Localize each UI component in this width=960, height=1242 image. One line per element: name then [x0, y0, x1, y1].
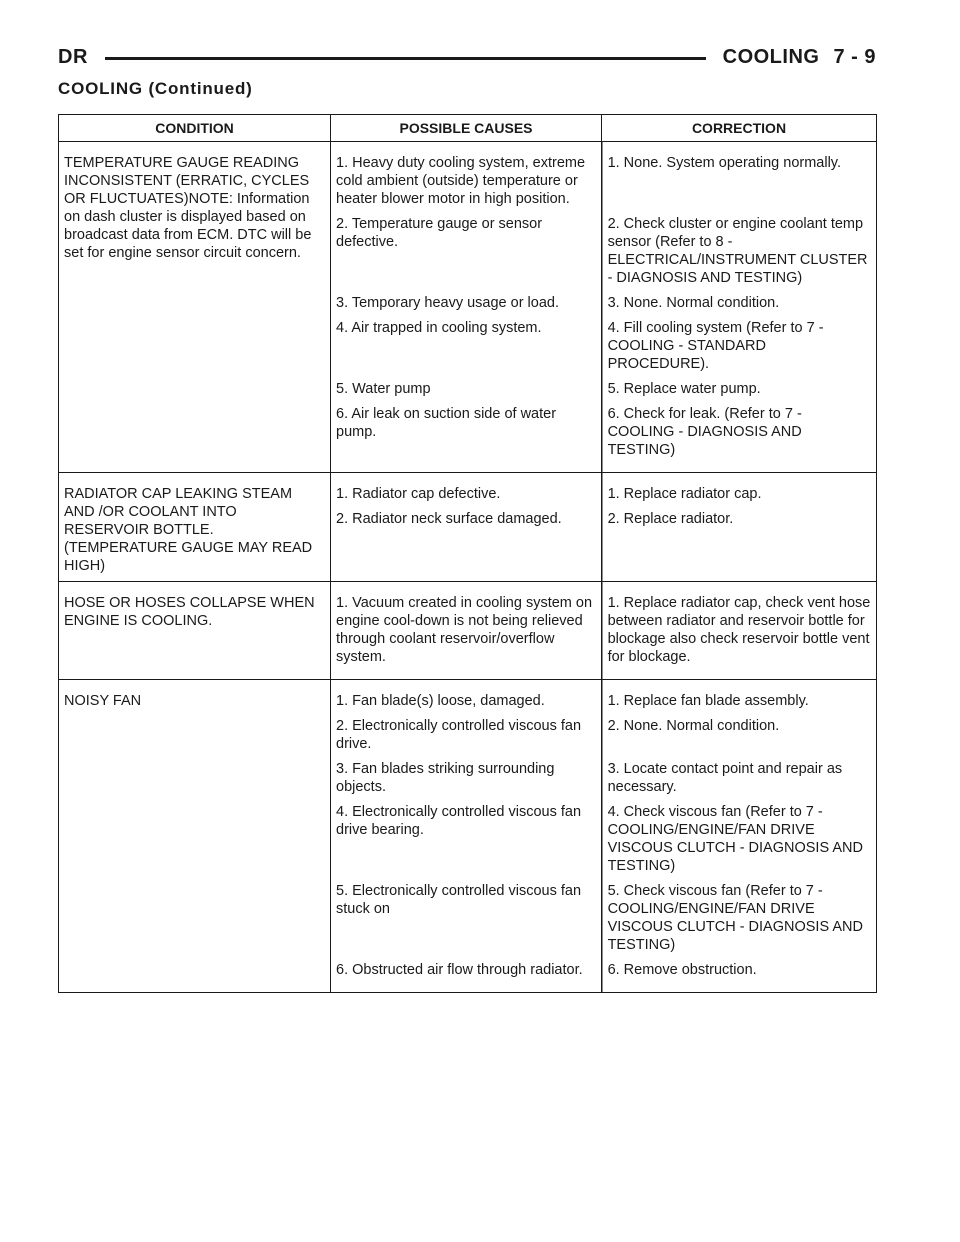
correction: 1. Replace fan blade assembly.: [607, 693, 809, 709]
page-title: COOLING (Continued): [58, 79, 253, 98]
cause-correction-pair: [336, 485, 871, 503]
cause-correction-pair: [336, 294, 871, 312]
cause-correction-pair: [336, 760, 871, 796]
header-condition: CONDITION: [59, 115, 331, 142]
correction: 6. Remove obstruction.: [607, 962, 757, 978]
possible-cause: 2. Temperature gauge or sensor defective.: [336, 216, 543, 250]
condition-cell: HOSE OR HOSES COLLAPSE WHEN ENGINE IS COOLING.: [59, 582, 331, 680]
possible-cause: 2. Radiator neck surface damaged.: [336, 511, 562, 527]
cause-correction-pair: [336, 961, 871, 979]
cause-correction-pair: [336, 692, 871, 710]
cause-correction-pair: [336, 803, 871, 875]
possible-cause: 2. Electronically controlled viscous fan drive.: [336, 718, 582, 752]
condition-cell: NOISY FAN: [59, 680, 331, 993]
possible-cause: 1. Vacuum created in cooling system on engine cool-down is not being relieved through coolant reservoir/overflow system.: [336, 595, 593, 665]
cause-correction-pair: [336, 154, 871, 208]
possible-cause: 3. Fan blades striking surrounding objects.: [336, 761, 555, 795]
cause-correction-pair: [336, 717, 871, 753]
table-row: [59, 473, 877, 582]
section-page: [723, 46, 876, 69]
section-name: COOLING: [722, 46, 820, 68]
cause-correction-pair: [336, 510, 871, 528]
header-correction: CORRECTION: [602, 115, 877, 142]
correction: 4. Check viscous fan (Refer to 7 - COOLING/ENGINE/FAN DRIVE VISCOUS CLUTCH - DIAGNOSIS AND TESTING): [607, 804, 863, 874]
possible-cause: 4. Air trapped in cooling system.: [336, 320, 542, 336]
cause-correction-pair: [336, 319, 871, 373]
correction: 1. Replace radiator cap.: [607, 486, 762, 502]
correction: 3. Locate contact point and repair as necessary.: [607, 761, 843, 795]
table-row: [59, 142, 877, 473]
causes-corrections-cell: [331, 473, 877, 582]
header-rule: [105, 57, 706, 60]
possible-cause: 6. Obstructed air flow through radiator.: [336, 962, 583, 978]
page-number: 7 - 9: [833, 46, 876, 68]
possible-cause: 1. Heavy duty cooling system, extreme cold ambient (outside) temperature or heater blower motor in high position.: [336, 155, 586, 207]
correction: 4. Fill cooling system (Refer to 7 - COOLING - STANDARD PROCEDURE).: [607, 320, 824, 372]
cause-correction-pair: [336, 594, 871, 666]
diagnosis-table: [58, 114, 877, 993]
cause-correction-pair: [336, 405, 871, 459]
causes-corrections-cell: [331, 142, 877, 473]
correction: 6. Check for leak. (Refer to 7 - COOLING - DIAGNOSIS AND TESTING): [607, 406, 802, 458]
model-code: DR: [58, 46, 88, 68]
cause-correction-pair: [336, 380, 871, 398]
possible-cause: 5. Electronically controlled viscous fan stuck on: [336, 883, 582, 917]
table-row: [59, 582, 877, 680]
cause-correction-pair: [336, 882, 871, 954]
correction: 3. None. Normal condition.: [607, 295, 780, 311]
cause-correction-pair: [336, 215, 871, 287]
page-header: [58, 40, 876, 74]
causes-corrections-cell: [331, 680, 877, 993]
header-possible-causes: POSSIBLE CAUSES: [331, 115, 602, 142]
possible-cause: 6. Air leak on suction side of water pump.: [336, 406, 557, 440]
correction: 1. None. System operating normally.: [607, 155, 842, 171]
correction: 2. Replace radiator.: [607, 511, 734, 527]
possible-cause: 1. Fan blade(s) loose, damaged.: [336, 693, 545, 709]
possible-cause: 1. Radiator cap defective.: [336, 486, 501, 502]
table-row: [59, 680, 877, 993]
condition-cell: TEMPERATURE GAUGE READING INCONSISTENT (ERRATIC, CYCLES OR FLUCTUATES)NOTE: Information on dash cluster is displayed based on broadcast data from ECM. DTC will be set for engine sensor circuit concern.: [59, 142, 331, 473]
possible-cause: 4. Electronically controlled viscous fan drive bearing.: [336, 804, 582, 838]
possible-cause: 5. Water pump: [336, 381, 431, 397]
causes-corrections-cell: [331, 582, 877, 680]
correction: 2. None. Normal condition.: [607, 718, 780, 734]
correction: 5. Replace water pump.: [607, 381, 761, 397]
correction: 5. Check viscous fan (Refer to 7 - COOLING/ENGINE/FAN DRIVE VISCOUS CLUTCH - DIAGNOSIS AND TESTING): [607, 883, 863, 953]
correction: 2. Check cluster or engine coolant temp sensor (Refer to 8 - ELECTRICAL/INSTRUMENT CLUSTER - DIAGNOSIS AND TESTING): [607, 216, 868, 286]
condition-cell: RADIATOR CAP LEAKING STEAM AND /OR COOLANT INTO RESERVOIR BOTTLE. (TEMPERATURE GAUGE MAY READ HIGH): [59, 473, 331, 582]
table-header-row: [59, 115, 877, 142]
correction: 1. Replace radiator cap, check vent hose between radiator and reservoir bottle for blockage also check reservoir bottle vent for blockage.: [607, 595, 871, 665]
possible-cause: 3. Temporary heavy usage or load.: [336, 295, 560, 311]
